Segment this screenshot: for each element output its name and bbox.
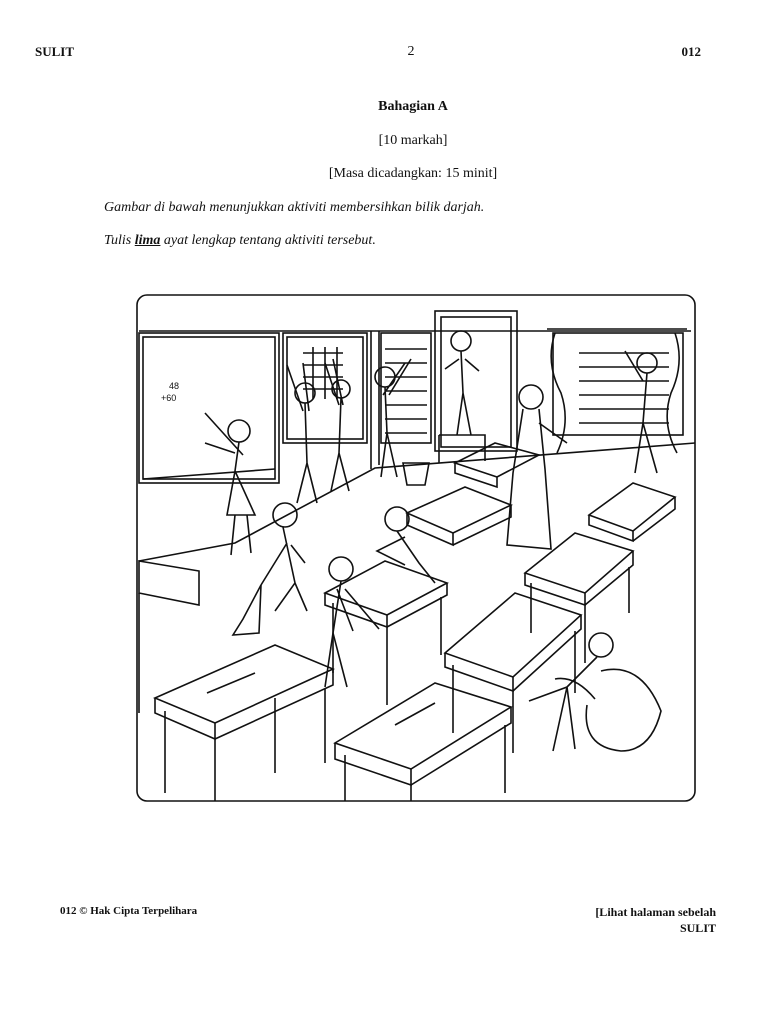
suggested-time: [Masa dicadangkan: 15 minit] [328, 166, 498, 181]
paper-code: 012 [681, 44, 701, 59]
classroom-cleaning-illustration [135, 293, 697, 803]
footer-classification: SULIT [679, 921, 716, 935]
instruction-emphasis: lima [134, 233, 161, 248]
board-sum-top: 48 [169, 381, 180, 391]
section-marks: [10 markah] [378, 133, 448, 148]
board-sum-bottom: +60 [161, 393, 177, 403]
blackboard [139, 333, 279, 483]
illustration-frame [137, 295, 695, 801]
instruction-line-2 [104, 233, 376, 249]
copyright-notice: 012 © Hak Cipta Terpelihara [60, 905, 198, 917]
pupils-and-teacher [205, 331, 661, 751]
header-classification: SULIT [35, 44, 75, 59]
footer-right [595, 904, 716, 936]
door [435, 311, 517, 451]
teacher-desk [139, 561, 199, 713]
page-number: 2 [407, 44, 415, 59]
instruction-prefix: Tulis [104, 233, 135, 248]
next-page-note: [Lihat halaman sebelah [595, 905, 716, 919]
student-desks [155, 443, 675, 801]
section-title: Bahagian A [378, 99, 448, 114]
instruction-suffix: ayat lengkap tentang aktiviti tersebut. [160, 233, 376, 248]
window-right [547, 329, 687, 453]
instruction-line-1: Gambar di bawah menunjukkan aktiviti membersihkan bilik darjah. [104, 200, 485, 215]
